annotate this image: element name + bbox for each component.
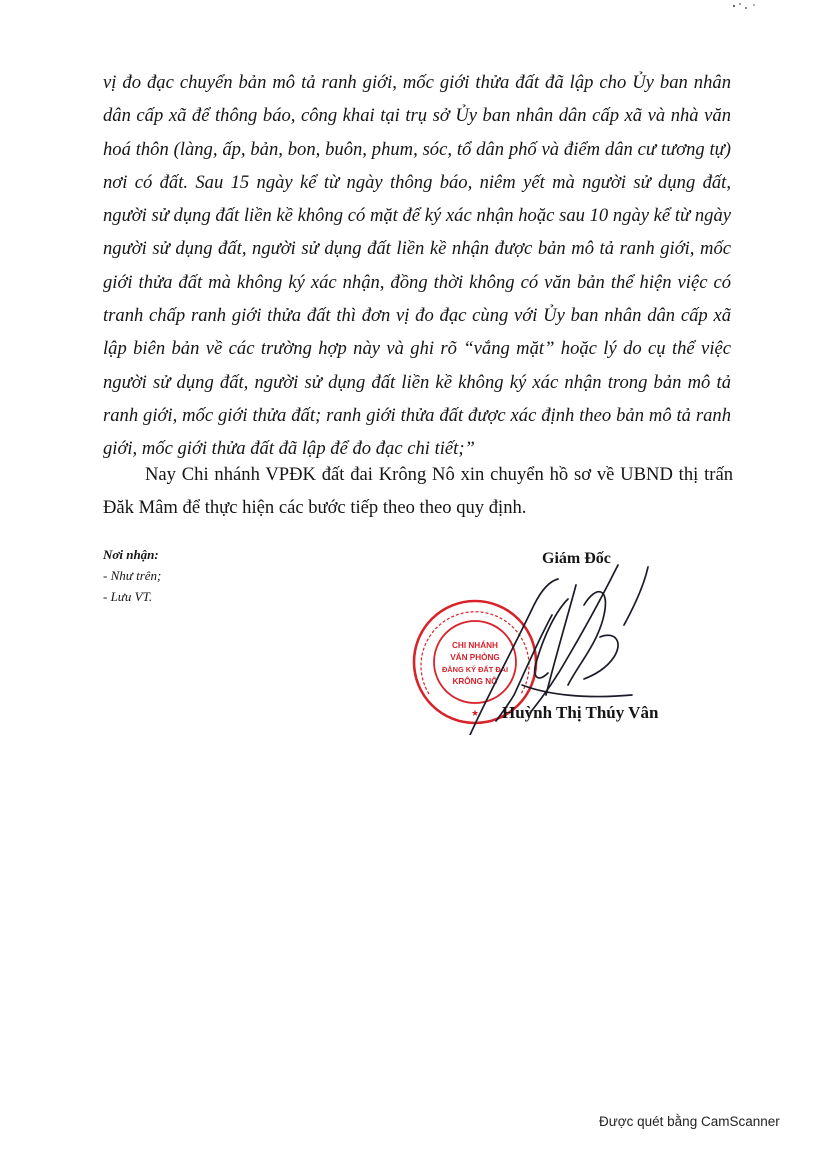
director-title: Giám Đốc bbox=[542, 550, 611, 567]
svg-text:KRÔNG NÔ: KRÔNG NÔ bbox=[452, 677, 498, 686]
camscanner-watermark: Được quét bằng CamScanner bbox=[599, 1114, 780, 1129]
svg-text:★: ★ bbox=[470, 708, 480, 718]
svg-text:ĐĂNG KÝ ĐẤT ĐAI: ĐĂNG KÝ ĐẤT ĐAI bbox=[441, 665, 509, 674]
transfer-paragraph: Nay Chi nhánh VPĐK đất đai Krông Nô xin chuyển hồ sơ về UBND thị trấn Đăk Mâm để thực hiện các bước tiếp theo theo quy định. bbox=[103, 464, 733, 518]
recipient-item: - Lưu VT. bbox=[103, 589, 153, 604]
scan-specks bbox=[724, 0, 784, 20]
recipients-block bbox=[103, 544, 303, 607]
recipient-item: - Như trên; bbox=[103, 568, 162, 583]
continuation-text: vị đo đạc chuyển bản mô tả ranh giới, mốc giới thửa đất đã lập cho Ủy ban nhân dân cấp xã để thông báo, công khai tại trụ sở Ủy ban nhân dân cấp xã và nhà văn hoá thôn (làng, ấp, bản, bon, buôn, phum, sóc, tổ dân phố và điểm dân cư tương tự) nơi có đất. Sau 15 ngày kể từ ngày thông báo, niêm yết mà người sử dụng đất, người sử dụng đất liền kề không có mặt để ký xác nhận hoặc sau 10 ngày kể từ ngày người sử dụng đất, người sử dụng đất liền kề nhận được bản mô tả ranh giới, mốc giới thửa đất mà không ký xác nhận, đồng thời không có văn bản thể hiện việc có tranh chấp ranh giới thửa đất thì đơn vị đo đạc cùng với Ủy ban nhân dân cấp xã lập biên bản về các trường hợp này và ghi rõ “vắng mặt” hoặc lý do cụ thể việc người sử dụng đất, người sử dụng đất liền kề không ký xác nhận trong bản mô tả ranh giới, mốc giới thửa đất; ranh giới thửa đất được xác định theo bản mô tả ranh giới, mốc giới thửa đất đã lập để đo đạc chi tiết;” bbox=[103, 72, 731, 460]
recipients-label: Nơi nhận: bbox=[103, 547, 159, 562]
svg-text:CHI NHÁNH: CHI NHÁNH bbox=[452, 641, 498, 650]
signer-name: Huỳnh Thị Thúy Vân bbox=[502, 703, 659, 722]
svg-text:VĂN PHÒNG: VĂN PHÒNG bbox=[450, 653, 500, 662]
